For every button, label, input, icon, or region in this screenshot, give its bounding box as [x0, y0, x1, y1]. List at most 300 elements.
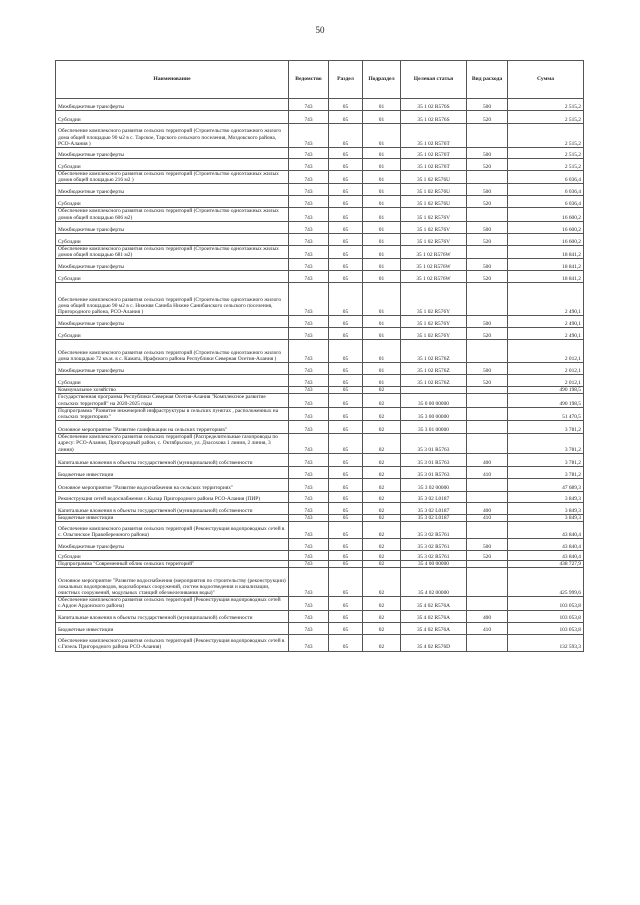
row-target-item: 35 4 00 00000 — [401, 561, 467, 568]
table-row — [56, 233, 584, 245]
row-amount: 6 036,4 — [508, 171, 584, 184]
row-amount: 2 490,1 — [508, 316, 584, 328]
row-target-item: 35 1 02 R576S — [401, 111, 467, 124]
row-target-item: 35 4 02 R576A — [401, 622, 467, 634]
row-section: 05 — [329, 466, 363, 478]
row-section: 05 — [329, 394, 363, 407]
row-name: Межбюджетные трансферты — [56, 539, 289, 551]
row-section: 05 — [329, 99, 363, 111]
row-expense-type — [467, 124, 508, 148]
row-name: Обеспечение комплексного развития сельских территорий (Строительство одноэтажного жилого дома площадью 72 кв.м. в с. Камата, Ирафского района Республики Северная Осетия-Алания ) — [56, 340, 289, 363]
row-target-item: 35 1 02 R576Z — [401, 375, 467, 387]
table-row — [56, 111, 584, 124]
row-target-item: 35 1 02 R576V — [401, 208, 467, 221]
row-name: Субсидии — [56, 328, 289, 340]
row-subsection: 02 — [363, 522, 401, 539]
row-section: 05 — [329, 340, 363, 363]
row-section: 05 — [329, 233, 363, 245]
table-row — [56, 561, 584, 568]
table-row — [56, 622, 584, 634]
row-expense-type — [467, 394, 508, 407]
header-name: Наименование — [56, 61, 289, 99]
row-amount: 3 781,2 — [508, 434, 584, 454]
row-amount: 2 012,1 — [508, 375, 584, 387]
row-target-item: 35 3 02 00000 — [401, 478, 467, 491]
row-section: 05 — [329, 328, 363, 340]
row-subsection: 02 — [363, 491, 401, 502]
table-row — [56, 328, 584, 340]
row-subsection: 01 — [363, 171, 401, 184]
row-expense-type: 500 — [467, 316, 508, 328]
row-name: Субсидии — [56, 375, 289, 387]
row-department: 743 — [289, 453, 329, 466]
row-target-item — [401, 387, 467, 394]
row-name: Субсидии — [56, 111, 289, 124]
row-department: 743 — [289, 196, 329, 208]
budget-table — [55, 60, 584, 652]
row-department: 743 — [289, 434, 329, 454]
row-name: Субсидии — [56, 196, 289, 208]
row-expense-type: 520 — [467, 159, 508, 171]
row-subsection: 01 — [363, 259, 401, 271]
row-target-item: 35 3 01 00000 — [401, 421, 467, 434]
row-expense-type: 500 — [467, 259, 508, 271]
row-subsection: 01 — [363, 375, 401, 387]
row-name: Государственная программа Республики Северная Осетия-Алания "Комплексное развитие сельских территорий" на 2020-2025 годы — [56, 394, 289, 407]
row-name: Межбюджетные трансферты — [56, 99, 289, 111]
row-expense-type — [467, 478, 508, 491]
row-expense-type — [467, 421, 508, 434]
row-amount: 2 515,2 — [508, 99, 584, 111]
table-row — [56, 502, 584, 514]
row-section: 05 — [329, 363, 363, 375]
row-section: 05 — [329, 478, 363, 491]
row-target-item: 35 1 02 R576W — [401, 245, 467, 258]
row-name: Бюджетные инвестиции — [56, 466, 289, 478]
row-expense-type — [467, 208, 508, 221]
row-expense-type — [467, 407, 508, 420]
row-department: 743 — [289, 124, 329, 148]
row-section: 05 — [329, 634, 363, 651]
table-row — [56, 466, 584, 478]
table-row — [56, 245, 584, 258]
table-row — [56, 610, 584, 622]
row-expense-type — [467, 491, 508, 502]
row-amount: 43 840,4 — [508, 522, 584, 539]
row-amount: 103 053,8 — [508, 597, 584, 610]
row-section: 05 — [329, 539, 363, 551]
row-subsection: 02 — [363, 434, 401, 454]
row-subsection: 01 — [363, 159, 401, 171]
row-target-item: 35 1 02 R576S — [401, 99, 467, 111]
row-expense-type: 520 — [467, 111, 508, 124]
row-section: 05 — [329, 259, 363, 271]
row-name: Субсидии — [56, 271, 289, 283]
row-expense-type: 410 — [467, 514, 508, 521]
row-target-item: 35 3 02 R5761 — [401, 522, 467, 539]
row-name: Межбюджетные трансферты — [56, 184, 289, 196]
row-target-item: 35 1 02 R576W — [401, 271, 467, 283]
row-target-item: 35 1 02 R576Z — [401, 340, 467, 363]
row-section: 05 — [329, 375, 363, 387]
row-department: 743 — [289, 394, 329, 407]
row-expense-type: 520 — [467, 375, 508, 387]
row-department: 743 — [289, 634, 329, 651]
row-expense-type — [467, 597, 508, 610]
row-amount: 3 849,3 — [508, 514, 584, 521]
row-name: Обеспечение комплексного развития сельских территорий (Строительство одноэтажного жилого дома общей площадью 90 м2 в с. Тарское, Тарского сельского поселения, Моздокского района, РСО-Алания ) — [56, 124, 289, 148]
row-target-item: 35 3 01 R5763 — [401, 434, 467, 454]
table-row — [56, 340, 584, 363]
row-target-item: 35 4 02 R576A — [401, 597, 467, 610]
row-subsection: 01 — [363, 271, 401, 283]
row-target-item: 35 1 02 R576V — [401, 233, 467, 245]
row-subsection: 01 — [363, 208, 401, 221]
row-section: 05 — [329, 208, 363, 221]
row-name: Межбюджетные трансферты — [56, 316, 289, 328]
row-expense-type: 500 — [467, 99, 508, 111]
row-department: 743 — [289, 466, 329, 478]
row-target-item: 35 1 02 R576T — [401, 124, 467, 148]
row-department: 743 — [289, 259, 329, 271]
table-body — [56, 99, 584, 652]
row-section: 05 — [329, 245, 363, 258]
table-row — [56, 171, 584, 184]
table-row — [56, 551, 584, 561]
row-section: 05 — [329, 514, 363, 521]
table-row — [56, 522, 584, 539]
table-row — [56, 363, 584, 375]
table-row — [56, 453, 584, 466]
row-department: 743 — [289, 171, 329, 184]
table-row — [56, 148, 584, 159]
row-expense-type — [467, 522, 508, 539]
row-subsection: 01 — [363, 328, 401, 340]
table-row — [56, 514, 584, 521]
row-amount: 2 515,2 — [508, 111, 584, 124]
row-target-item: 35 1 02 R576Z — [401, 363, 467, 375]
row-amount: 51 470,5 — [508, 407, 584, 420]
row-department: 743 — [289, 622, 329, 634]
row-section: 05 — [329, 387, 363, 394]
row-expense-type: 520 — [467, 233, 508, 245]
row-name: Капитальные вложения в объекты государственной (муниципальной) собственности — [56, 453, 289, 466]
row-name: Капитальные вложения в объекты государственной (муниципальной) собственности — [56, 502, 289, 514]
header-expense-type: Вид расхода — [467, 61, 508, 99]
row-subsection: 01 — [363, 245, 401, 258]
row-name: Межбюджетные трансферты — [56, 363, 289, 375]
row-subsection: 01 — [363, 124, 401, 148]
row-amount: 47 689,3 — [508, 478, 584, 491]
row-subsection: 02 — [363, 597, 401, 610]
row-department: 743 — [289, 328, 329, 340]
row-subsection: 02 — [363, 561, 401, 568]
row-subsection: 02 — [363, 387, 401, 394]
table-row — [56, 491, 584, 502]
row-target-item: 35 1 02 R576U — [401, 184, 467, 196]
row-subsection: 02 — [363, 407, 401, 420]
table-row — [56, 99, 584, 111]
row-section: 05 — [329, 597, 363, 610]
row-name: Обеспечение комплексного развития сельских территорий (Распределительные газопроводы по адресу: РСО-Алания, Пригородный район, с. Октябрьское, ул. Дзасохова 1 линия, 2 линия, 3 линия) — [56, 434, 289, 454]
row-expense-type: 520 — [467, 328, 508, 340]
row-department: 743 — [289, 111, 329, 124]
row-section: 05 — [329, 221, 363, 233]
row-department: 743 — [289, 597, 329, 610]
row-section: 05 — [329, 610, 363, 622]
row-department: 743 — [289, 184, 329, 196]
row-department: 743 — [289, 375, 329, 387]
row-name: Обеспечение комплексного развития сельских территорий (Строительство одноэтажных жилых домов общей площадью 681 м2) — [56, 245, 289, 258]
row-subsection: 02 — [363, 622, 401, 634]
row-target-item: 35 3 00 00000 — [401, 407, 467, 420]
table-row — [56, 208, 584, 221]
table-row — [56, 394, 584, 407]
row-target-item: 35 3 02 R5761 — [401, 539, 467, 551]
table-row — [56, 597, 584, 610]
row-name: Обеспечение комплексного развития сельских территорий (Строительство одноэтажных жилых домов общей площадью 606 м2) — [56, 208, 289, 221]
row-section: 05 — [329, 561, 363, 568]
row-subsection: 01 — [363, 316, 401, 328]
row-department: 743 — [289, 233, 329, 245]
row-amount: 18 841,2 — [508, 259, 584, 271]
row-amount: 6 036,4 — [508, 184, 584, 196]
row-section: 05 — [329, 502, 363, 514]
row-department: 743 — [289, 421, 329, 434]
table-row — [56, 634, 584, 651]
row-amount: 16 600,2 — [508, 208, 584, 221]
row-amount: 6 036,4 — [508, 196, 584, 208]
row-name: Межбюджетные трансферты — [56, 148, 289, 159]
row-subsection: 01 — [363, 111, 401, 124]
row-section: 05 — [329, 159, 363, 171]
row-subsection: 02 — [363, 568, 401, 597]
table-row — [56, 421, 584, 434]
row-department: 743 — [289, 491, 329, 502]
row-expense-type: 500 — [467, 539, 508, 551]
row-subsection: 01 — [363, 184, 401, 196]
row-department: 743 — [289, 245, 329, 258]
row-amount: 103 053,8 — [508, 610, 584, 622]
row-name: Подпрограмма "Развитие инженерной инфраструктуры в сельских пунктах , расположенных на сельских территориях" — [56, 407, 289, 420]
row-amount: 103 053,8 — [508, 622, 584, 634]
row-department: 743 — [289, 221, 329, 233]
row-name: Обеспечение комплексного развития сельских территорий (Реконструкция водопроводных сетей в с.Гизель Пригородного района РСО-Алания) — [56, 634, 289, 651]
row-expense-type: 400 — [467, 610, 508, 622]
row-expense-type: 500 — [467, 184, 508, 196]
row-amount: 3 849,3 — [508, 491, 584, 502]
row-amount: 43 840,4 — [508, 539, 584, 551]
header-subsection: Подраздел — [363, 61, 401, 99]
row-subsection: 01 — [363, 340, 401, 363]
row-name: Межбюджетные трансферты — [56, 259, 289, 271]
row-target-item: 35 1 02 R576T — [401, 148, 467, 159]
row-name: Капитальные вложения в объекты государственной (муниципальной) собственности — [56, 610, 289, 622]
row-section: 05 — [329, 148, 363, 159]
table-row — [56, 478, 584, 491]
header-target-item: Целевая статья — [401, 61, 467, 99]
row-department: 743 — [289, 568, 329, 597]
row-department: 743 — [289, 387, 329, 394]
row-department: 743 — [289, 208, 329, 221]
row-name: Субсидии — [56, 233, 289, 245]
row-expense-type — [467, 561, 508, 568]
row-amount: 2 490,1 — [508, 283, 584, 316]
row-amount: 18 841,2 — [508, 245, 584, 258]
row-section: 05 — [329, 407, 363, 420]
table-row — [56, 375, 584, 387]
table-row — [56, 221, 584, 233]
row-section: 05 — [329, 491, 363, 502]
row-department: 743 — [289, 561, 329, 568]
row-target-item: 35 3 02 R5761 — [401, 551, 467, 561]
row-subsection: 02 — [363, 478, 401, 491]
row-name: Основное мероприятие "Развитие водоснабжения (мероприятия по строительству (реконструкции) локальных водопроводов, водозаборных сооружений, систем водоотведения и канализации, очистных сооружений, модульных станций обезжелезивания воды)" — [56, 568, 289, 597]
row-subsection: 01 — [363, 221, 401, 233]
row-expense-type: 500 — [467, 148, 508, 159]
row-amount: 16 600,2 — [508, 233, 584, 245]
row-name: Реконструкция сетей водоснабжения с.Кызар Пригородного района РСО-Алания (ПИР) — [56, 491, 289, 502]
row-subsection: 01 — [363, 283, 401, 316]
row-target-item: 35 4 02 R576D — [401, 634, 467, 651]
row-section: 05 — [329, 171, 363, 184]
header-row — [56, 61, 584, 99]
row-department: 743 — [289, 407, 329, 420]
row-target-item: 35 3 02 L0187 — [401, 514, 467, 521]
row-name: Обеспечение комплексного развития сельских территорий (Реконструкция водопроводных сетей с.Ардон Ардонского района) — [56, 597, 289, 610]
header-section: Раздел — [329, 61, 363, 99]
row-target-item: 35 1 02 R576U — [401, 171, 467, 184]
row-target-item: 35 1 02 R576T — [401, 159, 467, 171]
row-section: 05 — [329, 316, 363, 328]
row-subsection: 02 — [363, 539, 401, 551]
row-target-item: 35 3 01 R5763 — [401, 466, 467, 478]
row-name: Бюджетные инвестиции — [56, 622, 289, 634]
table-row — [56, 283, 584, 316]
table-row — [56, 196, 584, 208]
row-amount: 18 841,2 — [508, 271, 584, 283]
table-row — [56, 568, 584, 597]
row-department: 743 — [289, 502, 329, 514]
row-section: 05 — [329, 551, 363, 561]
header-department: Ведомство — [289, 61, 329, 99]
row-expense-type — [467, 171, 508, 184]
table-row — [56, 387, 584, 394]
row-department: 743 — [289, 159, 329, 171]
table-row — [56, 271, 584, 283]
row-amount: 2 490,1 — [508, 328, 584, 340]
row-target-item: 35 1 02 R576U — [401, 196, 467, 208]
row-name: Коммунальное хозяйство — [56, 387, 289, 394]
row-target-item: 35 1 02 R576W — [401, 259, 467, 271]
page-number: 50 — [315, 25, 325, 35]
row-name: Обеспечение комплексного развития сельских территорий (Строительство одноэтажных жилых домов общей площадью 216 м2 ) — [56, 171, 289, 184]
row-amount: 2 012,1 — [508, 363, 584, 375]
row-expense-type — [467, 434, 508, 454]
row-section: 05 — [329, 421, 363, 434]
row-subsection: 02 — [363, 610, 401, 622]
row-name: Бюджетные инвестиции — [56, 514, 289, 521]
row-department: 743 — [289, 522, 329, 539]
row-amount: 2 515,2 — [508, 148, 584, 159]
row-amount: 490 198,5 — [508, 394, 584, 407]
table-row — [56, 434, 584, 454]
table-row — [56, 124, 584, 148]
row-subsection: 01 — [363, 148, 401, 159]
row-section: 05 — [329, 124, 363, 148]
row-section: 05 — [329, 111, 363, 124]
row-expense-type — [467, 245, 508, 258]
row-subsection: 01 — [363, 363, 401, 375]
row-amount: 490 198,5 — [508, 387, 584, 394]
table-row — [56, 407, 584, 420]
row-expense-type: 400 — [467, 502, 508, 514]
row-target-item: 35 0 00 00000 — [401, 394, 467, 407]
row-section: 05 — [329, 568, 363, 597]
row-department: 743 — [289, 99, 329, 111]
row-department: 743 — [289, 610, 329, 622]
row-section: 05 — [329, 622, 363, 634]
row-subsection: 02 — [363, 502, 401, 514]
row-amount: 2 515,2 — [508, 159, 584, 171]
row-amount: 425 999,6 — [508, 568, 584, 597]
row-section: 05 — [329, 453, 363, 466]
row-section: 05 — [329, 434, 363, 454]
row-department: 743 — [289, 539, 329, 551]
row-target-item: 35 1 02 R576Y — [401, 316, 467, 328]
table-row — [56, 159, 584, 171]
row-expense-type: 520 — [467, 196, 508, 208]
row-target-item: 35 1 02 R576Y — [401, 283, 467, 316]
row-subsection: 02 — [363, 466, 401, 478]
row-department: 743 — [289, 148, 329, 159]
row-subsection: 01 — [363, 233, 401, 245]
row-target-item: 35 4 02 00000 — [401, 568, 467, 597]
row-name: Межбюджетные трансферты — [56, 221, 289, 233]
row-target-item: 35 3 02 L0187 — [401, 491, 467, 502]
row-amount: 132 593,3 — [508, 634, 584, 651]
row-name: Основное мероприятие "Развитие газификации на сельских территориях" — [56, 421, 289, 434]
row-subsection: 02 — [363, 514, 401, 521]
table-row — [56, 184, 584, 196]
table-row — [56, 259, 584, 271]
row-expense-type: 410 — [467, 622, 508, 634]
row-target-item: 35 1 02 R576V — [401, 221, 467, 233]
row-target-item: 35 1 02 R576Y — [401, 328, 467, 340]
row-amount: 3 849,3 — [508, 502, 584, 514]
row-subsection: 01 — [363, 99, 401, 111]
row-department: 743 — [289, 478, 329, 491]
header-amount: Сумма — [508, 61, 584, 99]
row-expense-type: 520 — [467, 271, 508, 283]
row-amount: 438 727,9 — [508, 561, 584, 568]
row-expense-type: 410 — [467, 466, 508, 478]
row-amount: 3 781,2 — [508, 466, 584, 478]
row-expense-type — [467, 634, 508, 651]
row-department: 743 — [289, 363, 329, 375]
row-section: 05 — [329, 522, 363, 539]
row-expense-type — [467, 340, 508, 363]
row-name: Основное мероприятие "Развитие водоснабжения на сельских территориях" — [56, 478, 289, 491]
row-target-item: 35 3 02 L0187 — [401, 502, 467, 514]
row-section: 05 — [329, 184, 363, 196]
row-department: 743 — [289, 340, 329, 363]
row-department: 743 — [289, 551, 329, 561]
row-department: 743 — [289, 316, 329, 328]
row-expense-type: 520 — [467, 551, 508, 561]
row-subsection: 02 — [363, 551, 401, 561]
row-amount: 3 781,2 — [508, 421, 584, 434]
